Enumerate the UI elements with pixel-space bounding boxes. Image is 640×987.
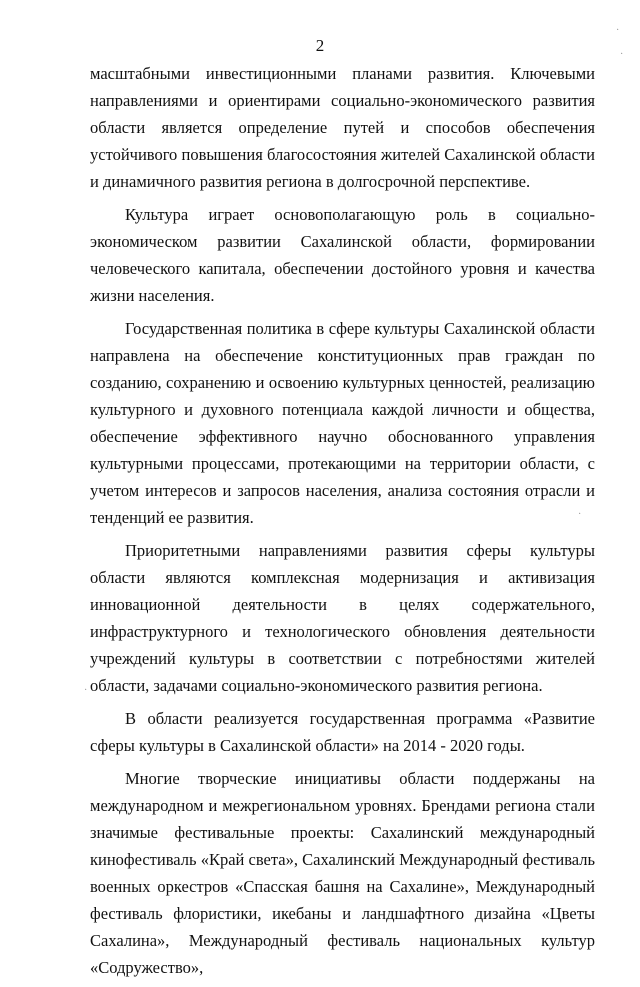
page-number: 2	[315, 36, 325, 55]
scan-speck: ·	[84, 685, 88, 696]
paragraph-priorities: Приоритетными направлениями развития сферы культуры области являются комплексная модернизация и активизация инновационной деятельности в целях содержательного, инфраструктурного и технологического обновления деятельности учреждений культуры в соответствии с потребностями жителей области, задачами социально-экономического развития региона.	[90, 541, 595, 695]
scan-speck: ·	[620, 49, 624, 60]
paragraph-culture-role: Культура играет основополагающую роль в социально-экономическом развитии Сахалинской области, формировании человеческого капитала, обеспечении достойного уровня и качества жизни населения.	[90, 205, 595, 305]
document-body	[90, 60, 595, 987]
paragraph-state-policy: Государственная политика в сфере культуры Сахалинской области направлена на обеспечение конституционных прав граждан по созданию, сохранению и освоению культурных ценностей, реализацию культурного и духовного потенциала каждой личности и общества, обеспечение эффективного научно обоснованного управления культурными процессами, протекающими на территории области, с учетом интересов и запросов населения, анализа состояния отрасли и тенденций ее развития.	[90, 319, 595, 527]
paragraph-festivals: Многие творческие инициативы области поддержаны на международном и межрегиональном уровнях. Брендами региона стали значимые фестивальные проекты: Сахалинский международный кинофестиваль «Край света», Сахалинский Международный фестиваль военных оркестров «Спасская башня на Сахалине», Международный фестиваль флористики, икебаны и ландшафтного дизайна «Цветы Сахалина», Международный фестиваль национальных культур «Содружество»,	[90, 769, 595, 977]
scan-speck: ·	[578, 509, 582, 520]
paragraph-continuation: масштабными инвестиционными планами развития. Ключевыми направлениями и ориентирами социально-экономического развития области является определение путей и способов обеспечения устойчивого повышения благосостояния жителей Сахалинской области и динамичного развития региона в долгосрочной перспективе.	[90, 64, 595, 191]
scan-speck: ·	[616, 25, 620, 36]
paragraph-state-program: В области реализуется государственная программа «Развитие сферы культуры в Сахалинской области» на 2014 - 2020 годы.	[90, 709, 595, 755]
